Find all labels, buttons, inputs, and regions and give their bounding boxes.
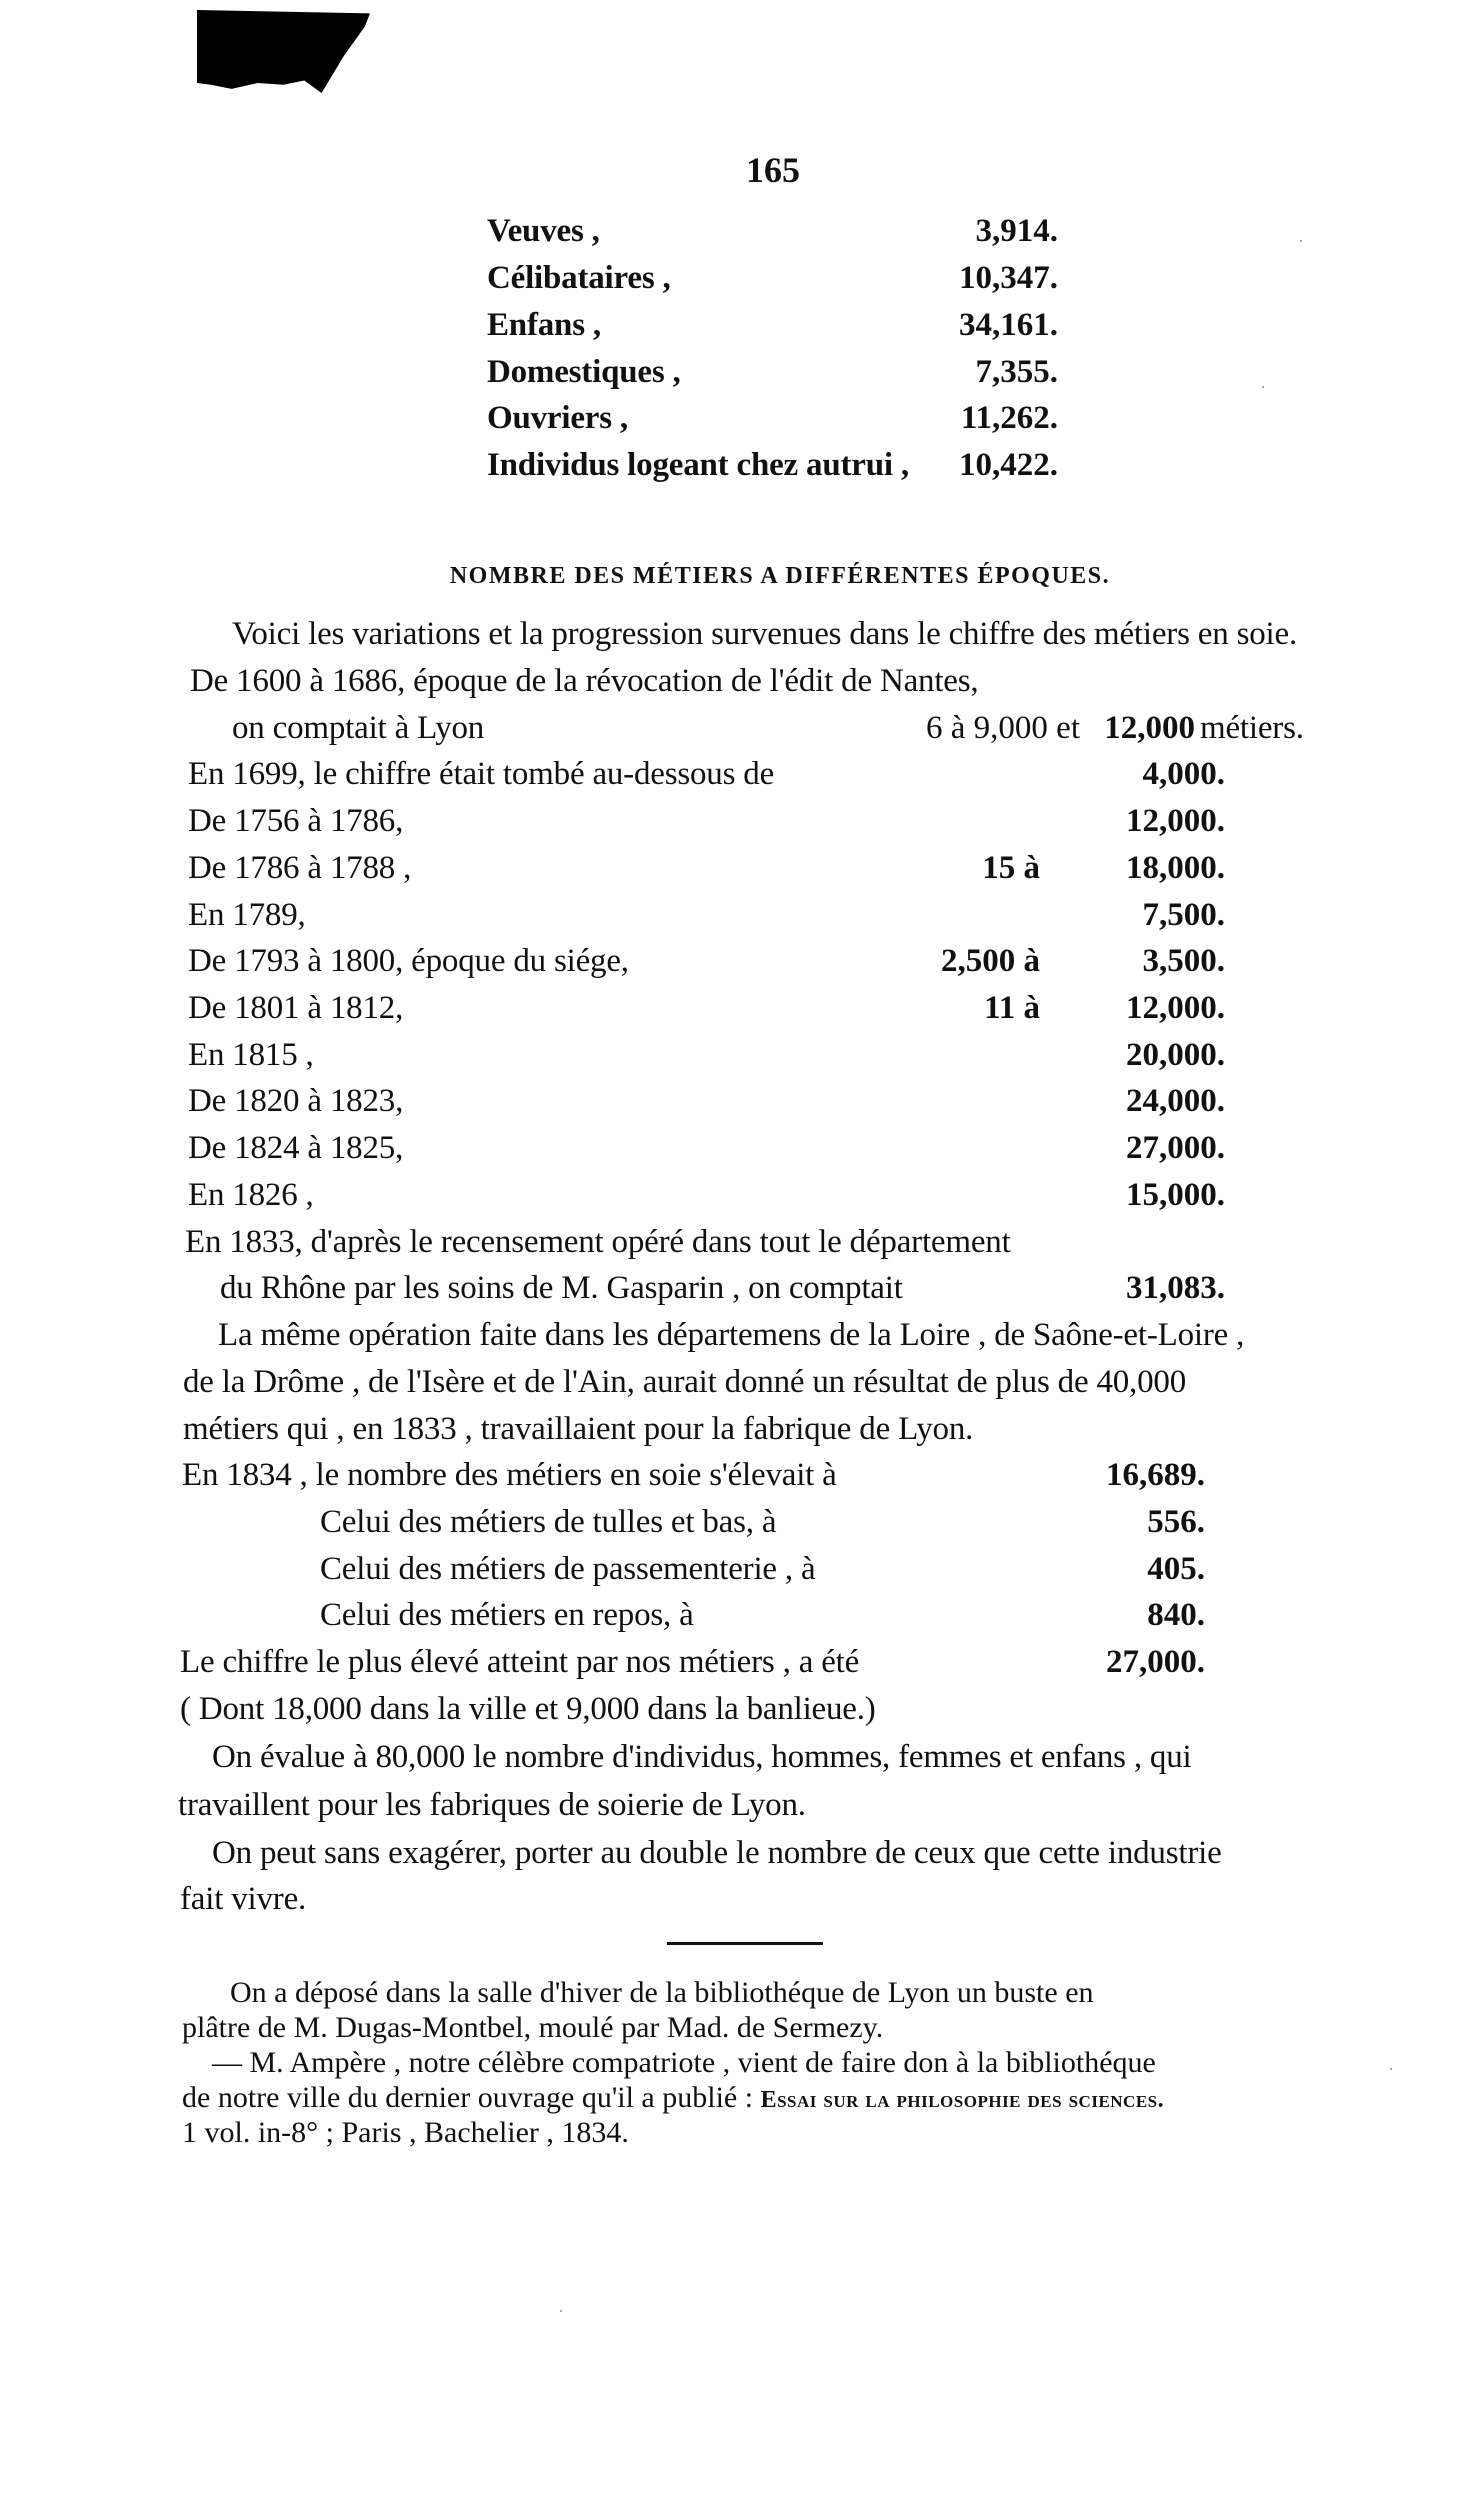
census-label: Ouvriers ,: [487, 400, 628, 436]
sub-row-label: Celui des métiers en repos, à: [320, 1597, 694, 1633]
sub-row-value: 840.: [1147, 1597, 1205, 1633]
y1834-value: 16,689.: [1106, 1457, 1205, 1493]
loom-row-value: 20,000.: [1126, 1037, 1225, 1073]
loom-row-value: 12,000.: [1126, 803, 1225, 839]
workers-line2: travaillent pour les fabriques de soierie de Lyon.: [178, 1787, 806, 1823]
same-op-line2: de la Drôme , de l'Isère et de l'Ain, aurait donné un résultat de plus de 40,000: [183, 1364, 1187, 1400]
loom-row-label: De 1786 à 1788 ,: [188, 850, 412, 886]
section-divider: [667, 1942, 823, 1945]
scan-speck: [1262, 386, 1264, 388]
census-value: 10,347.: [959, 260, 1058, 296]
loom-row-value: 15,000.: [1126, 1177, 1225, 1213]
lyon-suffix: métiers.: [1200, 710, 1304, 746]
same-op-line3: métiers qui , en 1833 , travaillaient pour la fabrique de Lyon.: [183, 1411, 974, 1447]
loom-row-label: De 1824 à 1825,: [188, 1130, 404, 1166]
census-label: Domestiques ,: [487, 354, 681, 390]
scan-speck: [560, 2310, 562, 2312]
lyon-label: on comptait à Lyon: [232, 710, 485, 746]
census-value: 11,262.: [960, 400, 1058, 436]
note-line1: On a déposé dans la salle d'hiver de la bibliothéque de Lyon un buste en: [230, 1976, 1094, 2009]
lyon-range: 6 à 9,000 et: [926, 710, 1080, 746]
census-label: Veuves ,: [487, 213, 600, 249]
loom-row-value: 18,000.: [1126, 850, 1225, 886]
intro-paragraph: Voici les variations et la progression survenues dans le chiffre des métiers en soie.: [232, 616, 1297, 652]
loom-row-label: En 1789,: [188, 897, 306, 933]
census-value: 3,914.: [975, 213, 1058, 249]
scan-speck: [1300, 240, 1302, 242]
max-value: 27,000.: [1106, 1644, 1205, 1680]
sub-row-label: Celui des métiers de tulles et bas, à: [320, 1504, 777, 1540]
loom-row-value: 3,500.: [1142, 943, 1225, 979]
census-1833-line2: du Rhône par les soins de M. Gasparin , on comptait: [220, 1270, 903, 1306]
loom-row-label: De 1793 à 1800, époque du siége,: [188, 943, 629, 979]
loom-row-value: 27,000.: [1126, 1130, 1225, 1166]
book-title: Essai sur la philosophie des sciences.: [760, 2087, 1165, 2113]
census-value: 34,161.: [959, 307, 1058, 343]
note-line4-prefix: de notre ville du dernier ouvrage qu'il a publié :: [182, 2081, 754, 2114]
page-number: 165: [746, 150, 800, 190]
loom-row-label: De 1820 à 1823,: [188, 1083, 404, 1119]
note-line3: — M. Ampère , notre célèbre compatriote , vient de faire don à la bibliothéque: [212, 2046, 1156, 2079]
loom-row-range: 15 à: [982, 850, 1040, 886]
loom-row-value: 12,000.: [1126, 990, 1225, 1026]
census-value: 7,355.: [975, 354, 1058, 390]
loom-row-range: 2,500 à: [941, 943, 1040, 979]
double-line1: On peut sans exagérer, porter au double le nombre de ceux que cette industrie: [212, 1835, 1222, 1871]
sub-row-value: 556.: [1147, 1504, 1205, 1540]
note-line4: [182, 2081, 1164, 2115]
ink-blot: [197, 10, 370, 93]
max-label: Le chiffre le plus élevé atteint par nos métiers , a été: [180, 1644, 860, 1680]
note-line5: 1 vol. in-8° ; Paris , Bachelier , 1834.: [182, 2116, 629, 2149]
census-label: Individus logeant chez autrui ,: [487, 447, 909, 483]
sub-row-label: Celui des métiers de passementerie , à: [320, 1551, 816, 1587]
loom-row-label: De 1756 à 1786,: [188, 803, 404, 839]
census-label: Enfans ,: [487, 307, 601, 343]
loom-row-label: En 1815 ,: [188, 1037, 314, 1073]
same-op-line1: La même opération faite dans les départemens de la Loire , de Saône-et-Loire ,: [218, 1317, 1245, 1353]
loom-row-label: En 1826 ,: [188, 1177, 314, 1213]
loom-row-value: 7,500.: [1142, 897, 1225, 933]
census-1833-line1: En 1833, d'après le recensement opéré dans tout le département: [185, 1224, 1011, 1260]
census-label: Célibataires ,: [487, 260, 671, 296]
loom-row-label: De 1801 à 1812,: [188, 990, 404, 1026]
scan-speck: [1390, 2068, 1392, 2070]
sub-row-value: 405.: [1147, 1551, 1205, 1587]
loom-row-value: 24,000.: [1126, 1083, 1225, 1119]
section-heading: NOMBRE DES MÉTIERS A DIFFÉRENTES ÉPOQUES.: [449, 563, 1111, 589]
census-1833-value: 31,083.: [1126, 1270, 1225, 1306]
max-note: ( Dont 18,000 dans la ville et 9,000 dans la banlieue.): [180, 1691, 876, 1727]
y1834-label: En 1834 , le nombre des métiers en soie s'élevait à: [182, 1457, 837, 1493]
loom-row-label: En 1699, le chiffre était tombé au-dessous de: [188, 756, 775, 792]
loom-row-value: 4,000.: [1142, 756, 1225, 792]
census-value: 10,422.: [959, 447, 1058, 483]
line-1600: De 1600 à 1686, époque de la révocation de l'édit de Nantes,: [190, 663, 979, 699]
workers-line1: On évalue à 80,000 le nombre d'individus, hommes, femmes et enfans , qui: [212, 1739, 1192, 1775]
loom-row-range: 11 à: [984, 990, 1040, 1026]
lyon-value: 12,000: [1104, 710, 1195, 746]
double-line2: fait vivre.: [180, 1881, 307, 1917]
note-line2: plâtre de M. Dugas-Montbel, moulé par Mad. de Sermezy.: [182, 2011, 884, 2044]
